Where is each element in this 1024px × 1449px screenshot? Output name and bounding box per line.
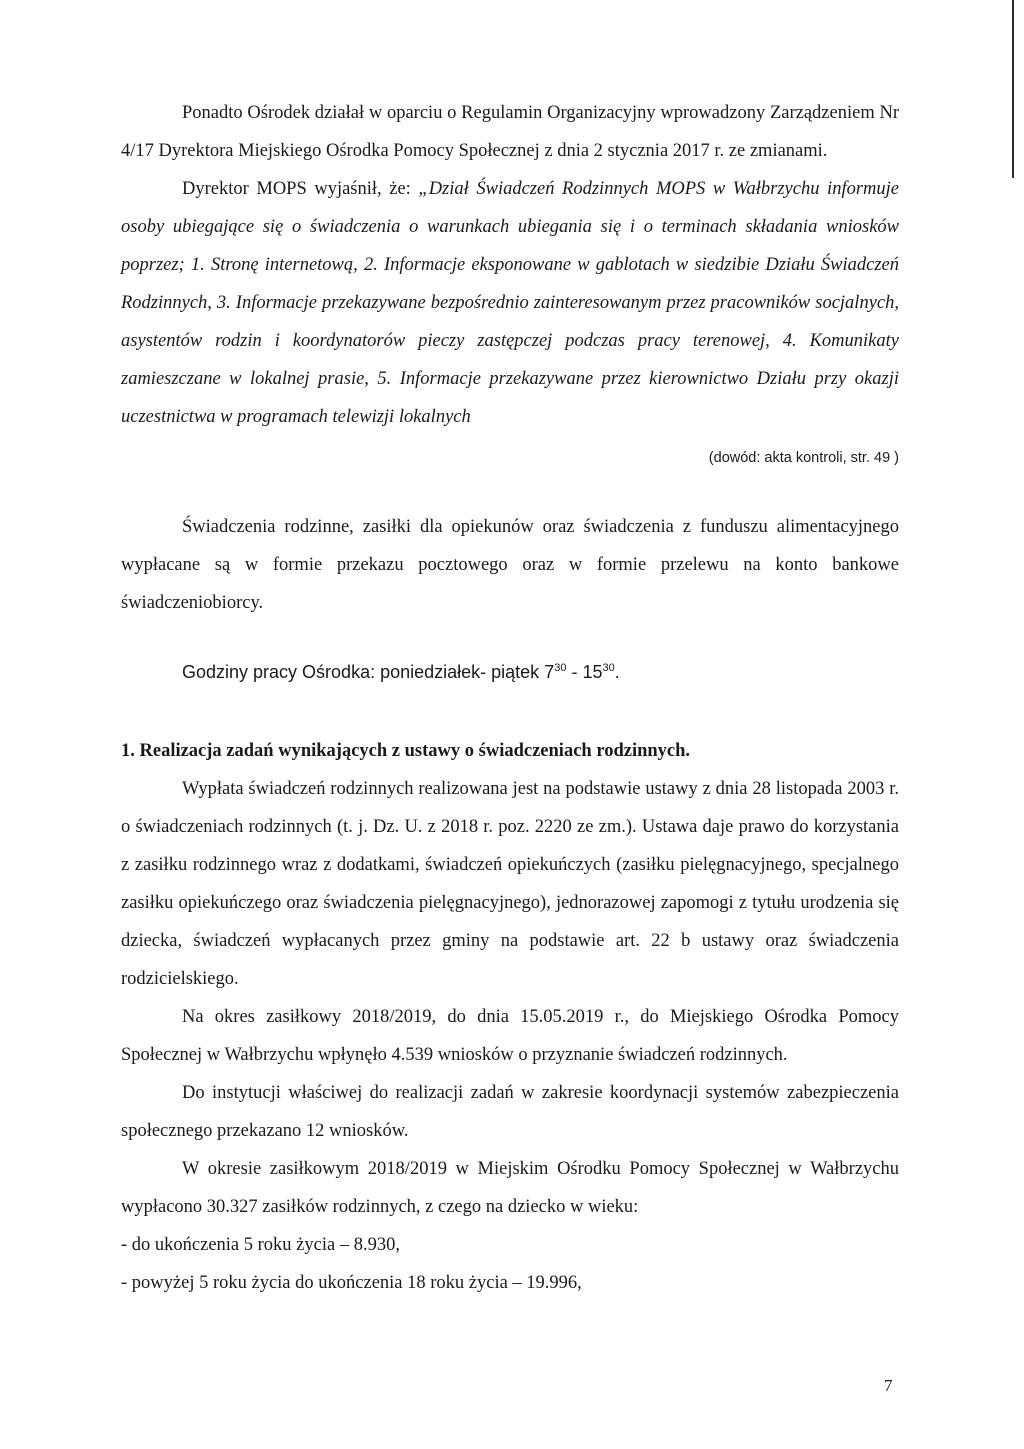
paragraph-benefits-paid: W okresie zasiłkowym 2018/2019 w Miejskim Ośrodku Pomocy Społecznej w Wałbrzychu wypłacono 30.327 zasiłków rodzinnych, z czego na dziecko w wieku: (121, 1159, 899, 1217)
paragraph-coordination: Do instytucji właściwej do realizacji zadań w zakresie koordynacji systemów zabezpieczenia społecznego przekazano 12 wniosków. (121, 1083, 899, 1141)
office-hours-label: Godziny pracy Ośrodka: poniedziałek- piątek (182, 662, 545, 682)
hours-end-hour: 15 (582, 662, 603, 682)
director-quote: „Dział Świadczeń Rodzinnych MOPS w Wałbrzychu informuje osoby ubiegające się o świadczenia o warunkach ubiegania się i o terminach składania wniosków poprzez; 1. Stronę internetową, 2. Informacje eksponowane w gablotach w siedzibie Działu Świadczeń Rodzinnych, 3. Informacje przekazywane bezpośrednio zainteresowanym przez pracowników socjalnych, asystentów rodzin i koordynatorów pieczy zastępczej podczas pracy terenowej, 4. Komunikaty zamieszczane w lokalnej prasie, 5. Informacje przekazywane przez kierownictwo Działu przy okazji uczestnictwa w programach telewizji lokalnych (121, 179, 899, 427)
evidence-reference: (dowód: akta kontroli, str. 49 ) (708, 450, 899, 466)
age-breakdown-list (121, 1226, 899, 1302)
paragraph-regulations: Ponadto Ośrodek działał w oparciu o Regulamin Organizacyjny wprowadzony Zarządzeniem Nr 4/17 Dyrektora Miejskiego Ośrodka Pomocy Społecznej z dnia 2 stycznia 2017 r. ze zmianami. (121, 103, 899, 161)
paragraph-director-explanation (121, 170, 899, 436)
list-item: - powyżej 5 roku życia do ukończenia 18 roku życia – 19.996, (121, 1273, 582, 1293)
paragraph-payment-methods: Świadczenia rodzinne, zasiłki dla opiekunów oraz świadczenia z funduszu alimentacyjnego wypłacane są w formie przekazu pocztowego oraz w formie przelewu na konto bankowe świadczeniobiorcy. (121, 517, 899, 613)
page-number: 7 (884, 1376, 893, 1395)
section-heading: 1. Realizacja zadań wynikających z ustawy o świadczeniach rodzinnych. (121, 741, 691, 761)
page-content (121, 94, 899, 1302)
hours-start-minutes: 30 (554, 662, 567, 674)
paragraph-legal-basis: Wypłata świadczeń rodzinnych realizowana jest na podstawie ustawy z dnia 28 listopada 2003 r. o świadczeniach rodzinnych (t. j. Dz. U. z 2018 r. poz. 2220 ze zm.). Ustawa daje prawo do korzystania z zasiłku rodzinnego wraz z dodatkami, świadczeń opiekuńczych (zasiłku pielęgnacyjnego, specjalnego zasiłku opiekuńczego oraz świadczenia pielęgnacyjnego), jednorazowej zapomogi z tytułu urodzenia się dziecka, świadczeń wypłacanych przez gminy na podstawie art. 22 b ustawy oraz świadczenia rodzicielskiego. (121, 779, 899, 989)
list-item: - do ukończenia 5 roku życia – 8.930, (121, 1235, 400, 1255)
hours-start-hour: 7 (544, 662, 555, 682)
hours-end-punctuation: . (614, 662, 620, 682)
paragraph-applications-received: Na okres zasiłkowy 2018/2019, do dnia 15.05.2019 r., do Miejskiego Ośrodka Pomocy Społecznej w Wałbrzychu wpłynęło 4.539 wniosków o przyznanie świadczeń rodzinnych. (121, 1007, 899, 1065)
hours-separator: - (566, 662, 583, 682)
office-hours (121, 653, 899, 691)
hours-end-minutes: 30 (602, 662, 615, 674)
director-lead-text: Dyrektor MOPS wyjaśnił, że: (182, 179, 419, 199)
scan-edge-line (1012, 0, 1014, 178)
